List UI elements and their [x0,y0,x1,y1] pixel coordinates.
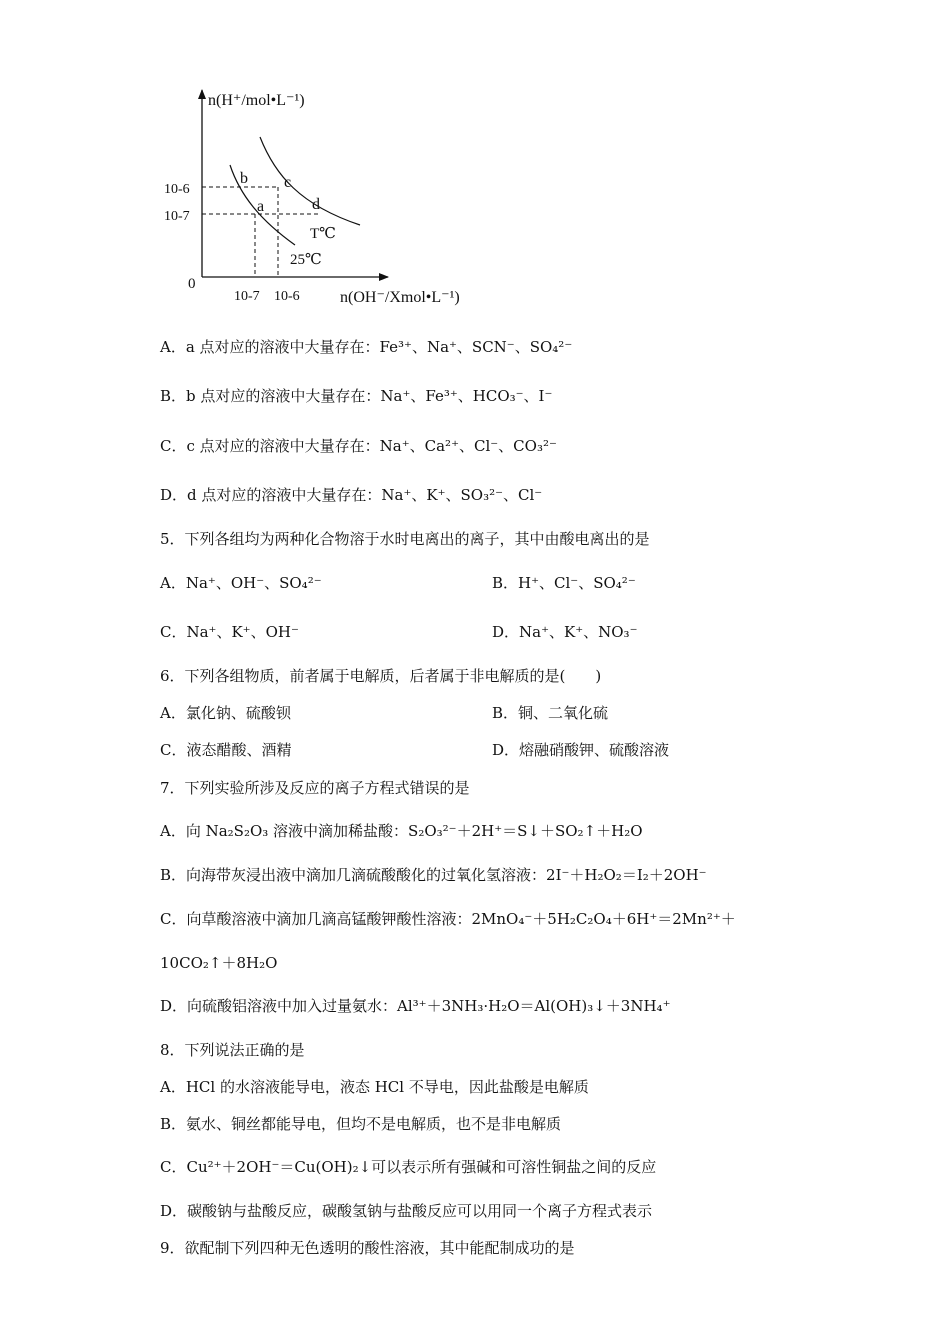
x-tick-1e6: 10-6 [274,289,300,304]
q4-option-c: C．c 点对应的溶液中大量存在：Na⁺、Ca²⁺、Cl⁻、CO₃²⁻ [160,437,557,455]
q7-option-c-line1: C．向草酸溶液中滴加几滴高锰酸钾酸性溶液：2MnO₄⁻＋5H₂C₂O₄＋6H⁺＝2Mn²⁺＋ [160,910,736,928]
q6-option-c: C．液态醋酸、酒精 [160,741,292,759]
q6-stem: 6．下列各组物质，前者属于电解质，后者属于非电解质的是( ) [160,667,602,685]
x-tick-1e7: 10-7 [234,289,260,304]
ion-product-graph [150,80,510,320]
y-tick-1e7: 10-7 [164,209,190,224]
q4-option-a: A．a 点对应的溶液中大量存在：Fe³⁺、Na⁺、SCN⁻、SO₄²⁻ [160,338,573,356]
q4-option-d: D．d 点对应的溶液中大量存在：Na⁺、K⁺、SO₃²⁻、Cl⁻ [160,486,543,504]
q7-option-b: B．向海带灰浸出液中滴加几滴硫酸酸化的过氧化氢溶液：2I⁻＋H₂O₂＝I₂＋2OH⁻ [160,866,707,884]
y-axis-label: n(H⁺/mol•L⁻¹) [208,92,305,109]
q9-stem: 9．欲配制下列四种无色透明的酸性溶液，其中能配制成功的是 [160,1239,575,1257]
q7-stem: 7．下列实验所涉及反应的离子方程式错误的是 [160,779,470,797]
q5-stem: 5．下列各组均为两种化合物溶于水时电离出的离子，其中由酸电离出的是 [160,530,650,548]
q7-option-c-line2: 10CO₂↑＋8H₂O [160,954,278,972]
q5-option-b: B．H⁺、Cl⁻、SO₄²⁻ [492,574,636,592]
curve-tc [260,137,360,225]
y-tick-1e6: 10-6 [164,182,190,197]
graph-svg [150,80,510,320]
q7-option-d: D．向硫酸铝溶液中加入过量氨水：Al³⁺＋3NH₃·H₂O＝Al(OH)₃↓＋3NH₄⁺ [160,997,671,1015]
x-axis-label: n(OH⁻/Xmol•L⁻¹) [340,289,460,306]
curve-tc-label: T℃ [310,226,336,242]
q6-option-b: B．铜、二氧化硫 [492,704,609,722]
point-b-label: b [240,170,248,187]
point-d-label: d [312,196,320,213]
q5-option-a: A．Na⁺、OH⁻、SO₄²⁻ [160,574,322,592]
q5-option-c: C．Na⁺、K⁺、OH⁻ [160,623,299,641]
q8-option-d: D．碳酸钠与盐酸反应，碳酸氢钠与盐酸反应可以用同一个离子方程式表示 [160,1202,653,1220]
origin-label: 0 [188,276,196,292]
point-a-label: a [257,198,265,215]
q8-option-c: C．Cu²⁺＋2OH⁻＝Cu(OH)₂↓可以表示所有强碱和可溶性铜盐之间的反应 [160,1158,657,1176]
q8-option-b: B．氨水、铜丝都能导电，但均不是电解质，也不是非电解质 [160,1115,562,1133]
q4-option-b: B．b 点对应的溶液中大量存在：Na⁺、Fe³⁺、HCO₃⁻、I⁻ [160,387,553,405]
q8-option-a: A．HCl 的水溶液能导电，液态 HCl 不导电，因此盐酸是电解质 [160,1078,589,1096]
q6-option-d: D．熔融硝酸钾、硫酸溶液 [492,741,670,759]
q5-option-d: D．Na⁺、K⁺、NO₃⁻ [492,623,638,641]
q8-stem: 8．下列说法正确的是 [160,1041,305,1059]
curve-25c-label: 25℃ [290,252,322,268]
q6-option-a: A．氯化钠、硫酸钡 [160,704,291,722]
q7-option-a: A．向 Na₂S₂O₃ 溶液中滴加稀盐酸：S₂O₃²⁻＋2H⁺＝S↓＋SO₂↑＋H₂O [160,822,643,840]
point-c-label: c [284,174,292,191]
